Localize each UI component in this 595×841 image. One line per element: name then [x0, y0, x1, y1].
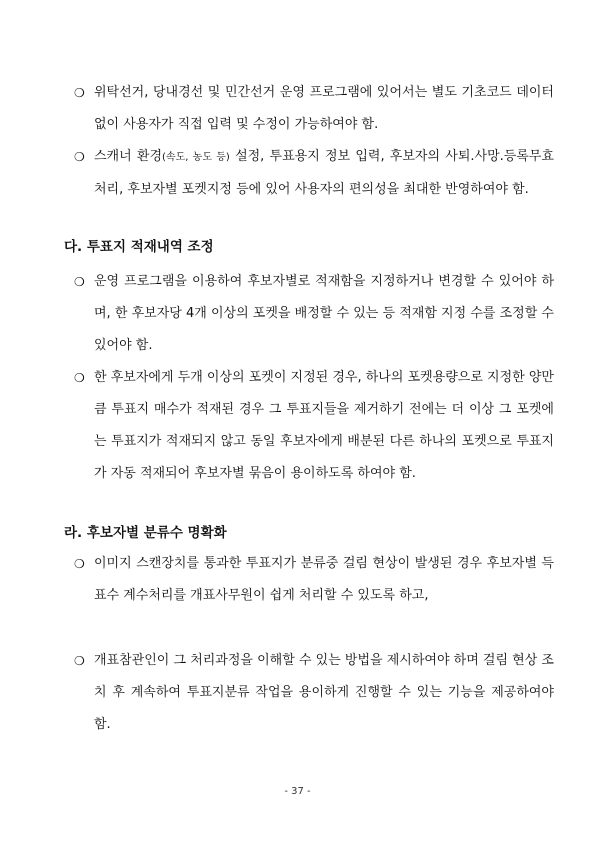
circle-bullet-icon: ❍ [74, 86, 85, 100]
paragraph-text: 한 후보자에게 두개 이상의 포켓이 지정된 경우, 하나의 포켓용량으로 지정한 양만큼 투표지 매수가 적재된 경우 그 투표지들을 제거하기 전에는 더 이상 그 포켓에는 투표지가 적재되지 않고 동일 후보자에게 배분된 다른 하나의 포켓으로 투표지가 자동 적재되어 후보자별 묶음이 용이하도록 하여야 함. [94, 370, 554, 481]
paragraph-text [94, 141, 554, 206]
text-run: 스캐너 환경 [94, 149, 163, 164]
circle-bullet-icon: ❍ [74, 654, 85, 668]
list-item [64, 77, 554, 141]
circle-bullet-icon: ❍ [74, 557, 85, 571]
paragraph-text: 운영 프로그램을 이용하여 후보자별로 적재함을 지정하거나 변경할 수 있어야 하며, 한 후보자당 4개 이상의 포켓을 배정할 수 있는 등 적재함 지정 수를 조정할 수 있어야 함. [94, 274, 554, 353]
list-item [64, 548, 554, 612]
section-heading-da: 다. 투표지 적재내역 조정 [64, 239, 214, 255]
list-item [64, 645, 554, 741]
paragraph-text: 개표참관인이 그 처리과정을 이해할 수 있는 방법을 제시하여야 하며 걸림 현상 조치 후 계속하여 투표지분류 작업을 용이하게 진행할 수 있는 기능을 제공하여야 함. [94, 653, 554, 732]
circle-bullet-icon: ❍ [74, 150, 85, 164]
page-number: - 37 - [284, 786, 311, 797]
circle-bullet-icon: ❍ [74, 371, 85, 385]
paragraph-text: 이미지 스캔장치를 통과한 투표지가 분류중 걸림 현상이 발생된 경우 후보자별 득표수 계수처리를 개표사무원이 쉽게 처리할 수 있도록 하고, [94, 556, 554, 603]
circle-bullet-icon: ❍ [74, 275, 85, 289]
small-text-run: (속도, 농도 등) [162, 152, 230, 163]
paragraph-text: 위탁선거, 당내경선 및 민간선거 운영 프로그램에 있어서는 별도 기초코드 데이터 없이 사용자가 직접 입력 및 수정이 가능하여야 함. [94, 85, 554, 132]
section-heading-ra: 라. 후보자별 분류수 명확화 [64, 525, 227, 541]
list-item [64, 266, 554, 362]
list-item [64, 362, 554, 490]
list-item [64, 141, 554, 206]
text-run: 설정, 투표용지 정보 입력, 후보자의 사퇴.사망.등록무효 처리, 후보자별 포켓지정 등에 있어 사용자의 편의성을 최대한 반영하여야 함. [94, 149, 554, 197]
